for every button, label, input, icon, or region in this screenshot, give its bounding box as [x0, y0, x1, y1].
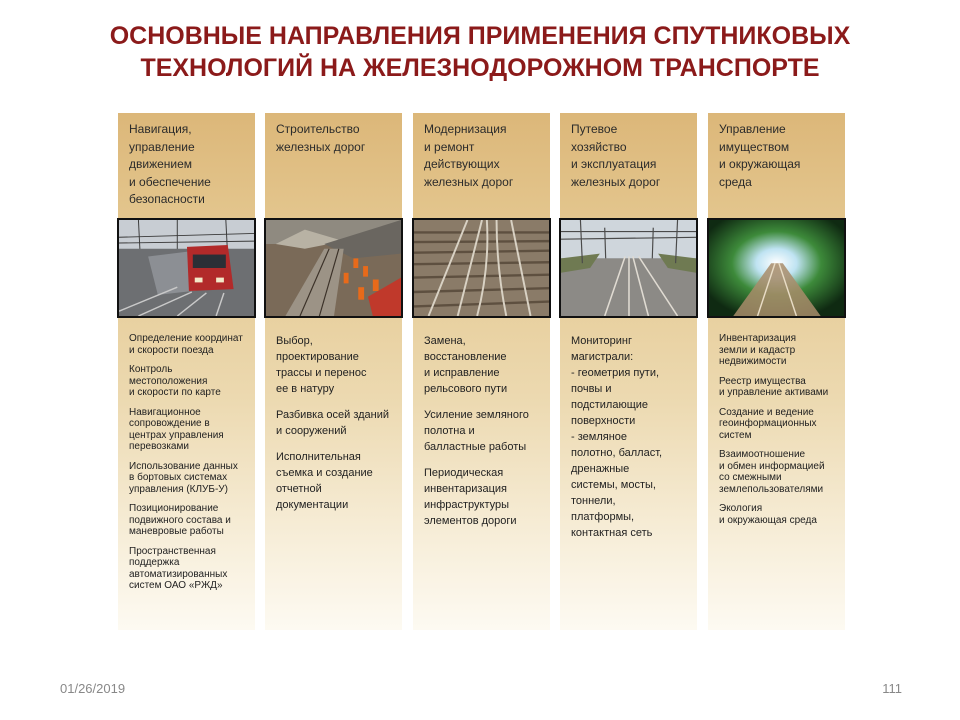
list-item [129, 503, 255, 538]
item-line: Периодическая [424, 467, 504, 479]
item-line: почвы и [571, 383, 612, 395]
list-item [719, 333, 845, 368]
heading-line: Навигация, [129, 122, 192, 136]
column-heading [129, 121, 251, 209]
heading-line: железных дорог [424, 174, 514, 189]
column-construction [265, 113, 402, 630]
item-line: проектирование [276, 351, 359, 363]
heading-line: среда [719, 174, 752, 189]
heading-line: Строительство [276, 122, 360, 136]
item-line: Выбор, [276, 335, 313, 347]
item-line: землепользователями [719, 483, 824, 495]
list-item [719, 376, 845, 399]
item-line: Взаимоотношение [719, 449, 806, 460]
item-line: отчетной [276, 483, 322, 495]
list-item [424, 333, 550, 397]
item-line: - геометрия пути, [571, 367, 660, 379]
electrified-track-photo [559, 218, 698, 318]
item-line: полотна и [424, 425, 475, 437]
item-line: Замена, [424, 335, 466, 347]
tracks-switch-photo [412, 218, 551, 318]
item-line: Инвентаризация [719, 333, 797, 344]
item-line: геоинформационных [719, 418, 817, 429]
item-line: Реестр имущества [719, 375, 806, 387]
item-line: и скорости по карте [129, 387, 221, 398]
column-heading [276, 121, 398, 156]
column-heading [719, 121, 841, 191]
item-line: Определение координат [129, 333, 243, 344]
item-line: Контроль [129, 364, 173, 375]
item-line: Разбивка осей зданий [276, 409, 390, 421]
heading-line: Управление [719, 122, 786, 136]
item-line: трассы и перенос [276, 367, 367, 379]
item-line: управления (КЛУБ-У) [129, 483, 228, 495]
list-item [276, 407, 402, 439]
heading-line: и обеспечение [129, 174, 211, 189]
slide-title-line-2: ТЕХНОЛОГИЙ НА ЖЕЛЕЗНОДОРОЖНОМ ТРАНСПОРТЕ [140, 54, 820, 82]
item-line: инвентаризация [424, 483, 507, 495]
list-item [129, 407, 255, 453]
list-item [129, 333, 255, 356]
item-line: и исправление [424, 367, 500, 379]
item-line: перевозками [129, 441, 189, 452]
item-line: магистрали: [571, 351, 634, 363]
item-line: рельсового пути [424, 383, 508, 395]
heading-line: хозяйство [571, 139, 627, 154]
column-body [719, 333, 845, 534]
slide-title-line-1: ОСНОВНЫЕ НАПРАВЛЕНИЯ ПРИМЕНЕНИЯ СПУТНИКОВЫХ [109, 22, 851, 50]
list-item [719, 503, 845, 526]
item-line: Экология [719, 503, 763, 514]
item-line: Навигационное [129, 406, 201, 418]
item-line: систем ОАО «РЖД» [129, 580, 223, 591]
item-line: поверхности [571, 415, 636, 427]
column-body [276, 333, 402, 523]
item-line: полотно, балласт, [571, 447, 663, 459]
heading-line: имуществом [719, 139, 790, 154]
item-line: системы, мосты, [571, 479, 656, 491]
item-line: контактная сеть [571, 527, 653, 539]
slide-date: 01/26/2019 [60, 681, 126, 696]
construction-photo [264, 218, 403, 318]
item-line: и сооружений [276, 425, 347, 437]
column-body [129, 333, 255, 600]
heading-line: железных дорог [571, 174, 661, 189]
list-item [424, 407, 550, 455]
item-line: ее в натуру [276, 383, 335, 395]
item-line: систем [719, 429, 752, 441]
item-line: Использование данных [129, 460, 238, 472]
list-item [719, 407, 845, 442]
item-line: Пространственная [129, 545, 216, 557]
heading-line: и окружающая [719, 157, 801, 171]
column-body [424, 333, 550, 539]
slide-number: 111 [882, 681, 902, 696]
item-line: недвижимости [719, 356, 787, 367]
list-item [129, 461, 255, 496]
item-line: Позиционирование [129, 503, 219, 514]
item-line: подстилающие [571, 399, 649, 411]
heading-line: движением [129, 157, 193, 171]
column-property-environment [708, 113, 845, 630]
item-line: платформы, [571, 511, 635, 523]
item-line: Усиление земляного [424, 409, 529, 421]
item-line: балластные работы [424, 441, 527, 453]
item-line: Мониторинг [571, 335, 633, 347]
train-photo [117, 218, 256, 318]
heading-line: действующих [424, 157, 500, 171]
item-line: со смежными [719, 472, 782, 483]
column-modernization [413, 113, 550, 630]
item-line: восстановление [424, 351, 507, 363]
item-line: местоположения [129, 375, 208, 387]
item-line: инфраструктуры [424, 499, 510, 511]
item-line: элементов дороги [424, 515, 517, 527]
heading-line: безопасности [129, 192, 205, 206]
item-line: и обмен информацией [719, 460, 825, 472]
item-line: дренажные [571, 463, 630, 475]
item-line: документации [276, 499, 349, 511]
column-body [571, 333, 697, 551]
item-line: - земляное [571, 431, 628, 443]
item-line: центрах управления [129, 429, 224, 441]
motion-blur-track-photo [707, 218, 846, 318]
item-line: автоматизированных [129, 568, 228, 580]
heading-line: Модернизация [424, 122, 507, 136]
item-line: и скорости поезда [129, 344, 214, 356]
list-item [129, 364, 255, 399]
heading-line: управление [129, 139, 195, 154]
heading-line: Путевое [571, 122, 618, 136]
column-navigation [118, 113, 255, 630]
column-track-maintenance [560, 113, 697, 630]
item-line: подвижного состава и [129, 514, 231, 526]
list-item [276, 333, 402, 397]
slide-title [0, 20, 960, 84]
list-item [129, 546, 255, 592]
heading-line: железных дорог [276, 139, 366, 154]
list-item [719, 449, 845, 495]
list-item [571, 333, 697, 541]
item-line: Создание и ведение [719, 406, 814, 418]
heading-line: и ремонт [424, 139, 475, 154]
column-heading [424, 121, 546, 191]
item-line: тоннели, [571, 495, 616, 507]
item-line: и управление активами [719, 387, 829, 398]
list-item [276, 449, 402, 513]
item-line: и окружающая среда [719, 514, 817, 526]
item-line: поддержка [129, 557, 180, 568]
list-item [424, 465, 550, 529]
item-line: земли и кадастр [719, 344, 796, 356]
item-line: маневровые работы [129, 526, 224, 537]
item-line: в бортовых системах [129, 472, 228, 483]
item-line: сопровождение в [129, 418, 210, 429]
column-heading [571, 121, 693, 191]
item-line: съемка и создание [276, 467, 373, 479]
item-line: Исполнительная [276, 451, 361, 463]
heading-line: и эксплуатация [571, 157, 657, 171]
